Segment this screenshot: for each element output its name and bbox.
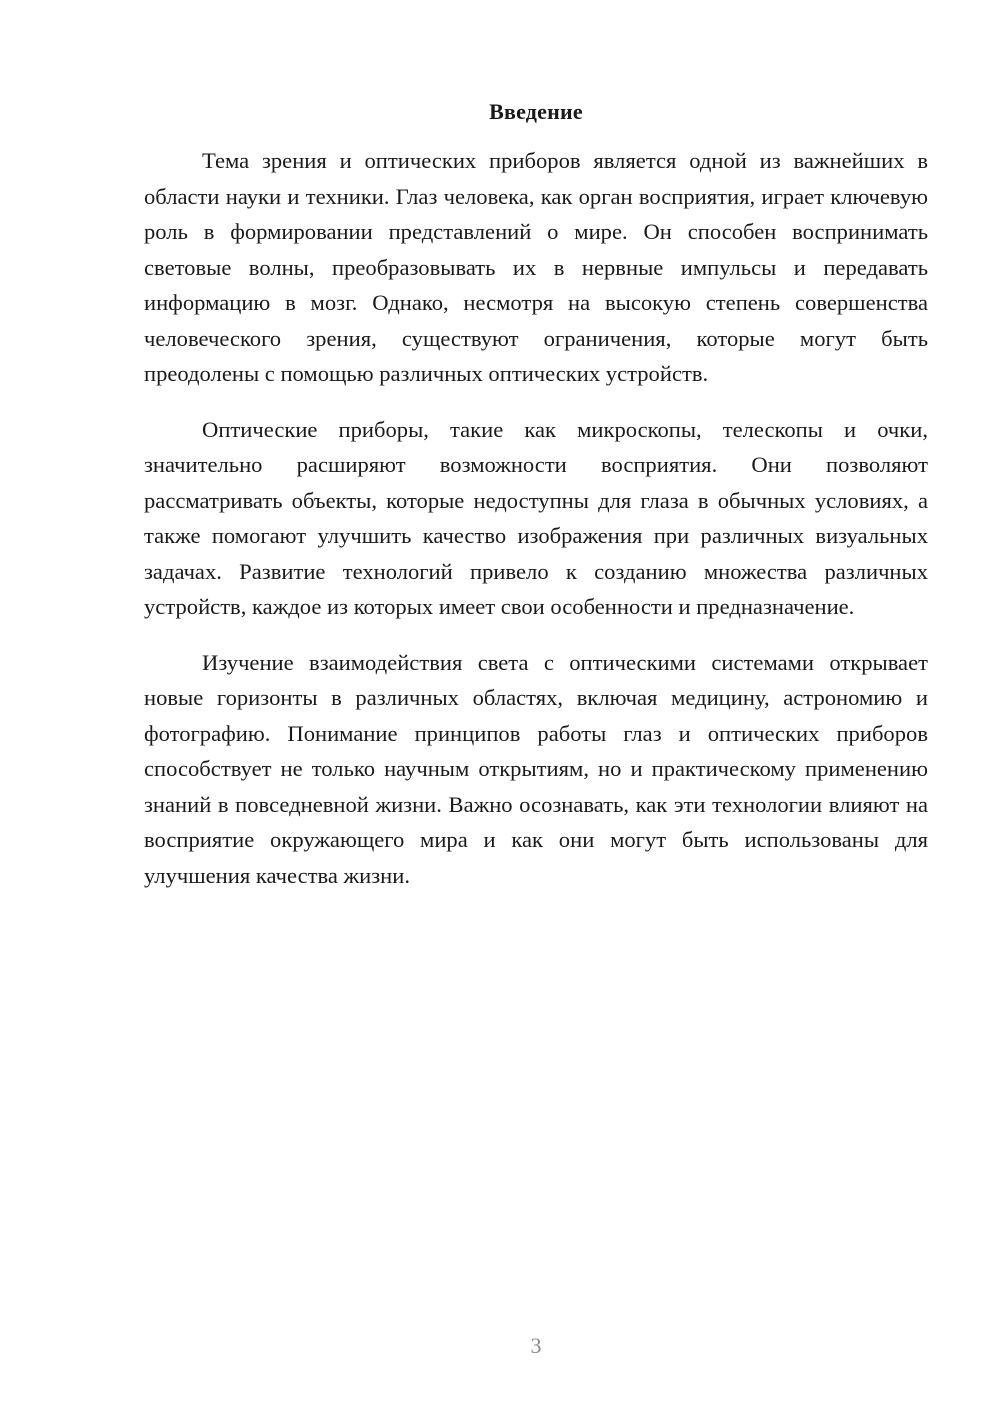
body-text — [144, 143, 928, 913]
paragraph-2: Оптические приборы, такие как микроскопы, телескопы и очки, значительно расширяют возможности восприятия. Они позволяют рассматривать объекты, которые недоступны для глаза в обычных условиях, а также помогают улучшить качество изображения при различных визуальных задачах. Развитие технологий привело к созданию множества различных устройств, каждое из которых имеет свои особенности и предназначение. — [144, 416, 928, 619]
page-number: 3 — [530, 1333, 542, 1358]
paragraph-1: Тема зрения и оптических приборов является одной из важнейших в области науки и техники. Глаз человека, как орган восприятия, играет ключевую роль в формировании представлений о мире. Он способен воспринимать световые волны, преобразовывать их в нервные импульсы и передавать информацию в мозг. Однако, несмотря на высокую степень совершенства человеческого зрения, существуют ограничения, которые могут быть преодолены с помощью различных оптических устройств. — [144, 148, 928, 386]
section-heading: Введение — [489, 99, 583, 124]
paragraph-3: Изучение взаимодействия света с оптическими системами открывает новые горизонты в различных областях, включая медицину, астрономию и фотографию. Понимание принципов работы глаз и оптических приборов способствует не только научным открытиям, но и практическому применению знаний в повседневной жизни. Важно осознавать, как эти технологии влияют на восприятие окружающего мира и как они могут быть использованы для улучшения качества жизни. — [144, 649, 928, 888]
